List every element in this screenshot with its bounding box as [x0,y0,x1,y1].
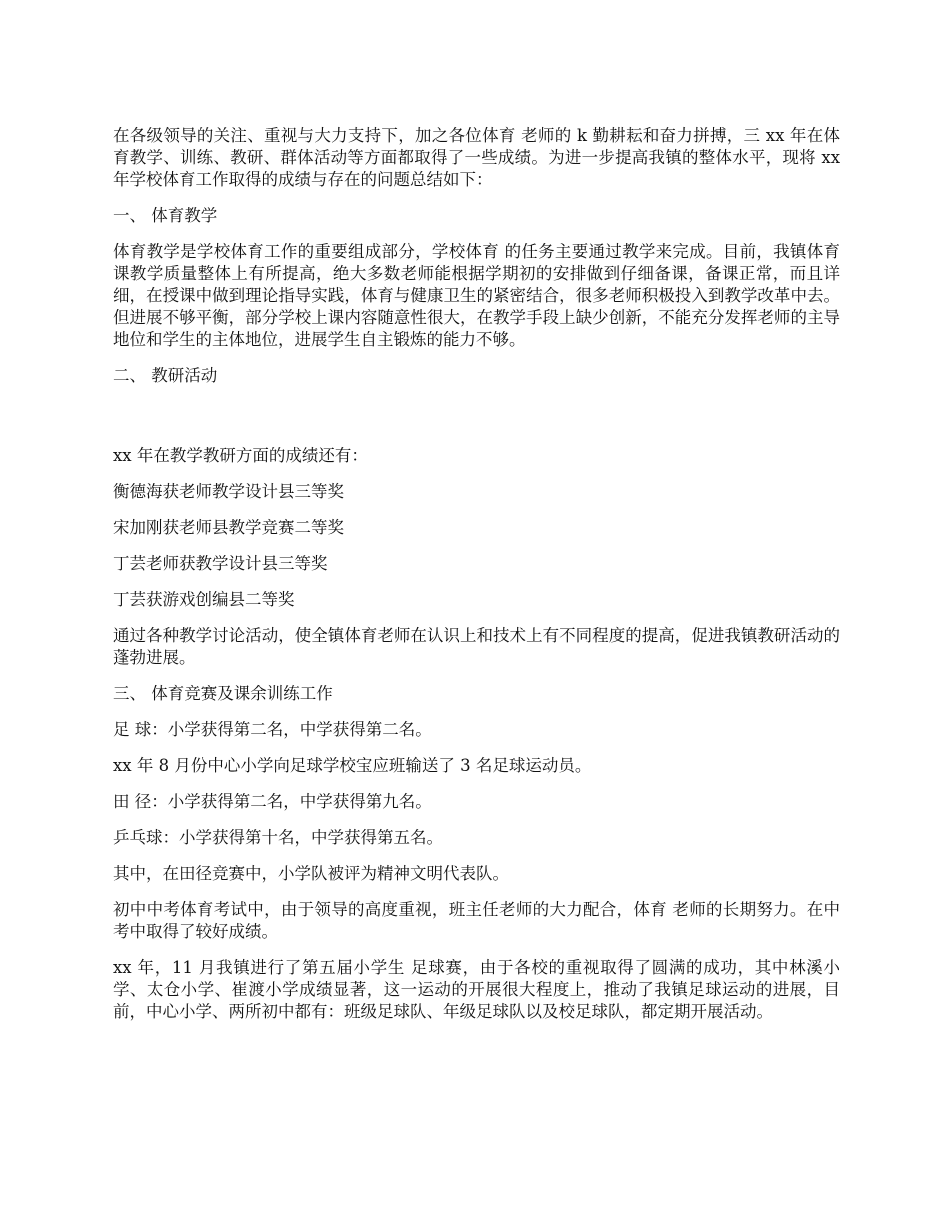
award-item: 衡德海获老师教学设计县三等奖 [113,482,344,501]
award-item: 宋加刚获老师县教学竞赛二等奖 [113,518,344,537]
section-heading-teaching: 一、 体育教学 [113,206,218,225]
pingpong-result: 乒乓球：小学获得第十名，中学获得第五名。 [113,828,443,847]
teaching-paragraph: 体育教学是学校体育工作的重要组成部分，学校体育 的任务主要通过教学来完成。目前，我镇体育课教学质量整体上有所提高，绝大多数老师能根据学期初的安排做到仔细备课，备课正常，而且详细，在授课中做到理论指导实践，体育与健康卫生的紧密结合，很多老师积极投入到教学改革中去。但进展不够平衡，部分学校上课内容随意性很大，在教学手段上缺少创新，不能充分发挥老师的主导地位和学生的主体地位，进展学生自主锻炼的能力不够。 [113,242,840,349]
track-result: 田 径：小学获得第二名，中学获得第九名。 [113,792,432,811]
section-heading-competition: 三、 体育竞赛及课余训练工作 [113,684,333,703]
intro-paragraph: 在各级领导的关注、重视与大力支持下，加之各位体育 老师的 k 勤耕耘和奋力拼搏，三 xx 年在体育教学、训练、教研、群体活动等方面都取得了一些成绩。为进一步提高我镇的整体水平，现将 xx 年学校体育工作取得的成绩与存在的问题总结如下： [113,126,840,189]
football-transfer: xx 年 8 月份中心小学向足球学校宝应班输送了 3 名足球运动员。 [113,756,592,775]
blank-gap [113,401,840,445]
research-intro: xx 年在教学教研方面的成绩还有： [113,446,368,465]
section-heading-research: 二、 教研活动 [113,366,218,385]
football-result: 足 球：小学获得第二名，中学获得第二名。 [113,720,432,739]
tournament-paragraph: xx 年，11 月我镇进行了第五届小学生 足球赛，由于各校的重视取得了圆满的成功，其中林溪小学、太仓小学、崔渡小学成绩显著，这一运动的开展很大程度上，推动了我镇足球运动的进展，目前，中心小学、两所初中都有：班级足球队、年级足球队以及校足球队，都定期开展活动。 [113,958,840,1021]
award-item: 丁芸获游戏创编县二等奖 [113,590,295,609]
honor-note: 其中，在田径竞赛中，小学队被评为精神文明代表队。 [113,864,509,883]
exam-paragraph: 初中中考体育考试中，由于领导的高度重视，班主任老师的大力配合，体育 老师的长期努力。在中考中取得了较好成绩。 [113,900,840,941]
research-summary: 通过各种教学讨论活动，使全镇体育老师在认识上和技术上有不同程度的提高，促进我镇教研活动的蓬勃进展。 [113,626,840,667]
award-item: 丁芸老师获教学设计县三等奖 [113,554,328,573]
document-page [113,125,840,1037]
